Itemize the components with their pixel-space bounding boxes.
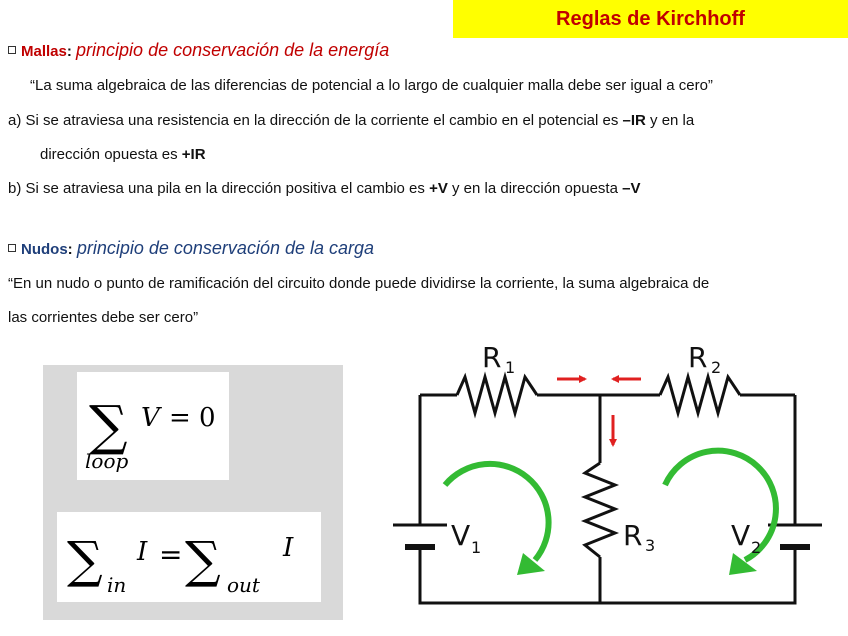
loop-equation [77, 372, 229, 480]
loop-sum-symbol: ∑ [89, 394, 128, 457]
square-bullet-icon [8, 244, 16, 252]
rule-a-line2 [40, 146, 206, 163]
r3-subscript: 3 [645, 536, 656, 555]
node-equation-graphic [57, 512, 321, 602]
mallas-quote: “La suma algebraica de las diferencias de potencial a lo largo de cualquier malla debe ser igual a cero” [30, 77, 713, 94]
title-bar [453, 0, 848, 38]
node-sum-out-symbol: ∑ [185, 531, 221, 589]
v1-label: V [451, 519, 471, 552]
node-equation [57, 512, 321, 602]
nudos-colon: : [67, 241, 73, 258]
square-bullet-icon [8, 46, 16, 54]
nudos-quote-line2: las corrientes debe ser cero” [8, 309, 199, 326]
circuit-diagram [385, 335, 830, 615]
loop-subscript: loop [85, 449, 129, 473]
node-variable-in: I [137, 537, 148, 567]
equations-panel [43, 365, 343, 620]
rule-a-value2: +IR [181, 146, 206, 163]
rule-b-value2: –V [622, 180, 641, 197]
node-out-subscript: out [227, 573, 260, 597]
nudos-quote-line1: “En un nudo o punto de ramificación del circuito donde puede dividirse la corriente, la suma algebraica de [8, 275, 710, 292]
node-variable-out: I [283, 533, 294, 563]
v2-label: V [731, 519, 751, 552]
node-in-subscript: in [107, 573, 127, 597]
v2-subscript: 2 [751, 538, 762, 557]
node-sum-in-symbol: ∑ [67, 531, 103, 589]
rule-b-value1: +V [429, 180, 448, 197]
node-equals: = [159, 538, 183, 571]
rule-a-mid: y en la [650, 112, 695, 129]
nudos-heading [8, 238, 374, 259]
rule-a-line2-prefix: dirección opuesta es [40, 146, 178, 163]
rule-a-value1: –IR [622, 112, 646, 129]
r1-subscript: 1 [505, 358, 516, 377]
mallas-label: Mallas [21, 43, 67, 60]
r3-label: R [623, 519, 643, 552]
rule-b-mid: y en la dirección opuesta [452, 180, 618, 197]
rule-a-line1 [8, 112, 694, 129]
r1-label: R [482, 341, 502, 374]
r2-label: R [688, 341, 708, 374]
mallas-colon: : [66, 43, 72, 60]
v1-subscript: 1 [471, 538, 482, 557]
rule-a-prefix: a) Si se atraviesa una resistencia en la dirección de la corriente el cambio en el potencial es [8, 112, 619, 129]
loop-equation-graphic [77, 372, 229, 480]
page-title: Reglas de Kirchhoff [556, 8, 745, 30]
mallas-subtitle: principio de conservación de la energía [76, 40, 390, 60]
nudos-subtitle: principio de conservación de la carga [76, 238, 375, 258]
resistor-r2 [660, 377, 740, 413]
rule-b-prefix: b) Si se atraviesa una pila en la dirección positiva el cambio es [8, 180, 425, 197]
mallas-heading [8, 40, 389, 61]
nudos-label: Nudos [21, 241, 68, 258]
loop-equals-zero: = 0 [169, 403, 216, 433]
rule-b-line [8, 180, 640, 197]
loop-variable: V [141, 403, 160, 433]
resistor-r1 [457, 377, 537, 413]
resistor-r3 [585, 463, 615, 557]
r2-subscript: 2 [711, 358, 722, 377]
